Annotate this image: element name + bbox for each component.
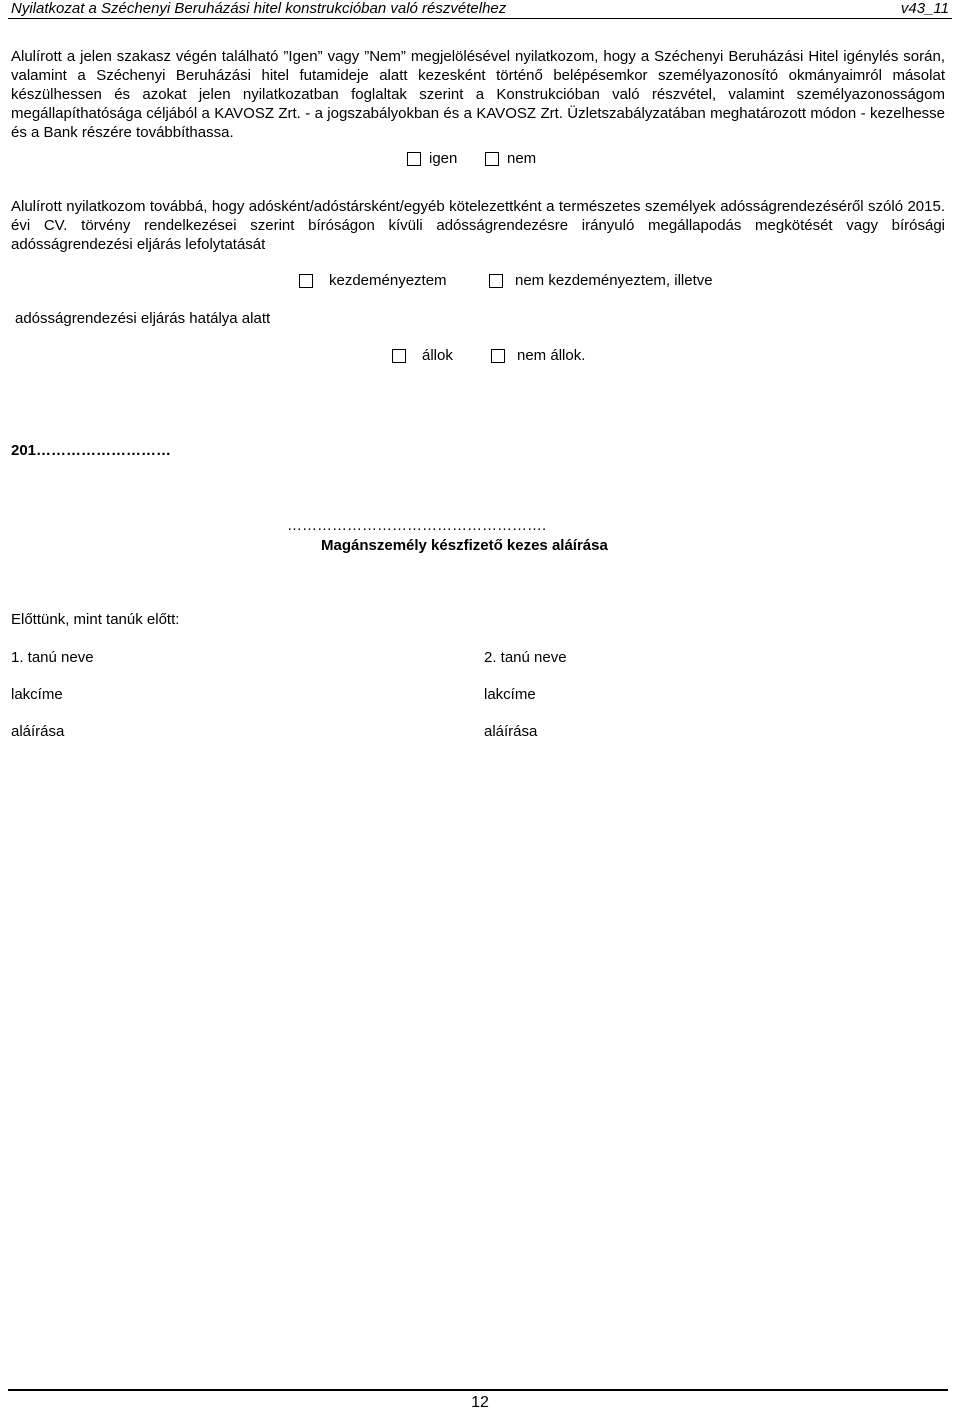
not-initiated-checkbox[interactable] (489, 274, 503, 288)
witness-1-name-label: 1. tanú neve (11, 649, 94, 666)
am-under-label: állok (422, 347, 453, 364)
not-initiated-option[interactable] (489, 272, 713, 289)
consent-no-label: nem (507, 150, 537, 167)
not-initiated-label: nem kezdeményeztem, illetve (515, 272, 713, 289)
page-number: 12 (471, 1394, 489, 1411)
witness-2-address-label: lakcíme (484, 686, 536, 703)
consent-no-option[interactable] (485, 150, 536, 167)
consent-yes-label: igen (429, 150, 458, 167)
not-under-label: nem állok. (517, 347, 586, 364)
am-under-option[interactable] (392, 347, 453, 364)
witnesses-intro: Előttünk, mint tanúk előtt: (11, 611, 180, 628)
consent-paragraph: Alulírott a jelen szakasz végén található ”Igen” vagy ”Nem” megjelölésével nyilatkozom, hogy a Széchenyi Beruházási Hitel igénylés során, valamint a Széchenyi Beruházási hitel futamideje alatt kezesként történő belépésemkor személyazonosító okmányaimról másolat készülhessen és azokat jelen nyilatkozatban foglaltak szerint a Konstrukcióban való részvétel, valamint személyazonosságom megállapíthatósága céljából a KAVOSZ Zrt. - a jogszabályokban és a KAVOSZ Zrt. Üzletszabályzatában meghatározott módon - kezelhesse és a Bank részére továbbíthassa. (11, 48, 945, 141)
witness-1-signature-label: aláírása (11, 723, 65, 740)
initiated-option[interactable] (299, 272, 447, 289)
consent-no-checkbox[interactable] (485, 152, 499, 166)
consent-yes-option[interactable] (407, 150, 457, 167)
initiated-label: kezdeményeztem (329, 272, 447, 289)
document-title: Nyilatkozat a Széchenyi Beruházási hitel konstrukcióban való részvételhez (11, 0, 507, 17)
date-field[interactable]: 201……………………… (11, 442, 172, 459)
header-divider (8, 18, 952, 19)
witness-1-address-label: lakcíme (11, 686, 63, 703)
debt-settlement-paragraph: Alulírott nyilatkozom továbbá, hogy adósként/adóstársként/egyéb kötelezettként a természetes személyek adósságrendezéséről szóló 2015. évi CV. törvény rendelkezései szerint bíróságon kívüli adósságrendezésre irányuló megállapodás megkötését vagy bírósági adósságrendezési eljárás lefolytatását (11, 198, 945, 253)
initiated-checkbox[interactable] (299, 274, 313, 288)
not-under-checkbox[interactable] (491, 349, 505, 363)
signature-line[interactable]: ……………………………………………. (287, 517, 547, 534)
procedure-label: adósságrendezési eljárás hatálya alatt (15, 310, 271, 327)
am-under-checkbox[interactable] (392, 349, 406, 363)
witness-2-name-label: 2. tanú neve (484, 649, 567, 666)
not-under-option[interactable] (491, 347, 585, 364)
document-version: v43_11 (900, 0, 949, 17)
footer-divider (8, 1389, 948, 1391)
witness-2-signature-label: aláírása (484, 723, 538, 740)
signature-label: Magánszemély készfizető kezes aláírása (321, 537, 608, 554)
consent-yes-checkbox[interactable] (407, 152, 421, 166)
